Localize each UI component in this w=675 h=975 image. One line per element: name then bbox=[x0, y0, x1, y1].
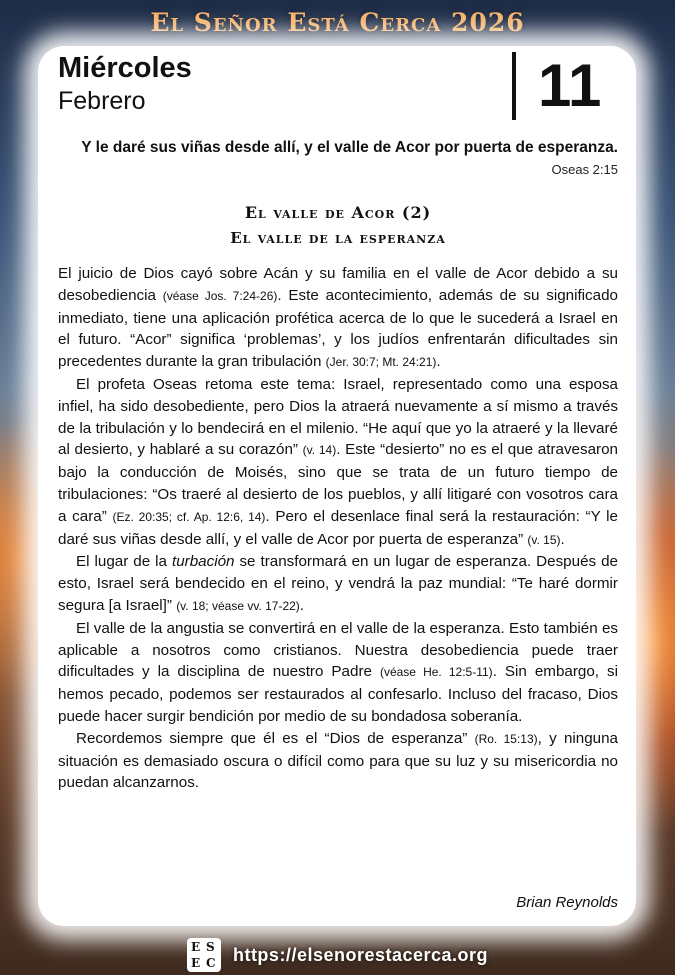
bible-reference: (Jer. 30:7; Mt. 24:21) bbox=[325, 355, 437, 370]
month: Febrero bbox=[58, 87, 146, 115]
article-title: El valle de Acor (2) bbox=[244, 203, 432, 222]
article-paragraph bbox=[58, 551, 618, 617]
author: Brian Reynolds bbox=[516, 894, 618, 911]
bible-reference: (véase Jos. 7:24-26) bbox=[162, 288, 278, 303]
key-verse-reference: Oseas 2:15 bbox=[551, 162, 618, 177]
paragraph-text: El profeta Oseas retoma este tema: Israel, representado como una esposa infiel, ha sido desobediente, pero Dios la atraerá nuevamente a sí mismo a través de la tribulación y lo bendecirá en el milenio. “He aquí que yo la atraeré y la llevaré al desierto, y hablaré a su corazón” bbox=[58, 375, 618, 459]
logo-letter: E bbox=[190, 940, 201, 954]
paragraph-text: El valle de la angustia se convertirá en el valle de la esperanza. Esto también es aplicable a nosotros como cristianos. Nuestra desobediencia puede traer dificultades y la disciplina de nuestro Padre bbox=[58, 619, 618, 681]
day-number: 11 bbox=[512, 52, 601, 120]
article-subtitle: El valle de la esperanza bbox=[230, 229, 446, 247]
paragraph-text: . bbox=[436, 353, 441, 371]
emphasis-text: turbación bbox=[171, 553, 235, 571]
bible-reference: (Ez. 20:35; cf. Ap. 12:6, 14) bbox=[112, 509, 266, 524]
paragraph-text: . bbox=[299, 596, 305, 614]
bible-reference: (Ro. 15:13) bbox=[474, 731, 538, 746]
key-verse: Y le daré sus viñas desde allí, y el valle de Acor por puerta de esperanza. bbox=[81, 139, 618, 156]
weekday: Miércoles bbox=[58, 52, 192, 84]
article-paragraph bbox=[58, 263, 618, 374]
paragraph-text: , y ninguna situación es demasiado oscura o difícil como para que su luz y su misericordia no puedan alcanzarnos. bbox=[58, 729, 618, 792]
logo-letter: E bbox=[190, 956, 201, 970]
logo-letter: S bbox=[205, 940, 215, 954]
bible-reference: (v. 15) bbox=[527, 532, 561, 547]
paragraph-text: El juicio de Dios cayó sobre Acán y su familia en el valle de Acor debido a su desobediencia bbox=[58, 265, 618, 304]
header-band bbox=[0, 0, 675, 44]
paragraph-text: El lugar de la bbox=[76, 553, 172, 571]
paragraph-text: . bbox=[560, 530, 565, 548]
footer bbox=[0, 938, 675, 972]
paragraph-text: Recordemos siempre que él es el “Dios de esperanza” bbox=[76, 729, 475, 747]
bible-reference: (v. 18; véase vv. 17-22) bbox=[176, 598, 300, 613]
publication-title: El Señor Está Cerca 2026 bbox=[150, 7, 525, 37]
article-paragraph bbox=[58, 618, 618, 728]
article-paragraph bbox=[58, 728, 618, 794]
logo-letter: C bbox=[205, 956, 216, 970]
paragraph-text: . Este acontecimiento, además de su significado inmediato, tiene una aplicación profética acerca de lo que le sucederá a Israel en el futuro. “Acor” significa ‘problemas’, y los judíos enfrentarán dificultades sin precedentes durante la gran tribulación bbox=[58, 286, 618, 371]
paragraph-text: . Pero el desenlace final será la restauración: “Y le daré sus viñas desde allí, y el valle de Acor por puerta de esperanza” bbox=[58, 507, 619, 548]
paragraph-text: . Este “desierto” no es el que atravesaron bajo la conducción de Moisés, sino que se trata de un futuro tiempo de tribulaciones: “Os traeré al desierto de los pueblos, y allí litigaré con vosotros cara a cara” bbox=[58, 441, 618, 525]
paragraph-text: se transformará en un lugar de esperanza. Después de esto, Israel será bendecido en el reino, y vendrá la paz mundial: “Te haré dormir segura [a Israel]” bbox=[58, 553, 618, 614]
bible-reference: (véase He. 12:5-11) bbox=[379, 665, 493, 680]
website-link[interactable]: https://elsenorestacerca.org bbox=[232, 944, 489, 965]
paragraph-text: . Sin embargo, si hemos pecado, podemos ser restaurados al confesarlo. Incluso del fracaso, Dios puede hacer surgir bendición por medio de su bondadosa soberanía. bbox=[58, 663, 618, 725]
article-paragraph bbox=[58, 374, 618, 551]
article-body bbox=[58, 263, 618, 794]
logo-icon bbox=[187, 938, 221, 972]
bible-reference: (v. 14) bbox=[302, 443, 337, 458]
